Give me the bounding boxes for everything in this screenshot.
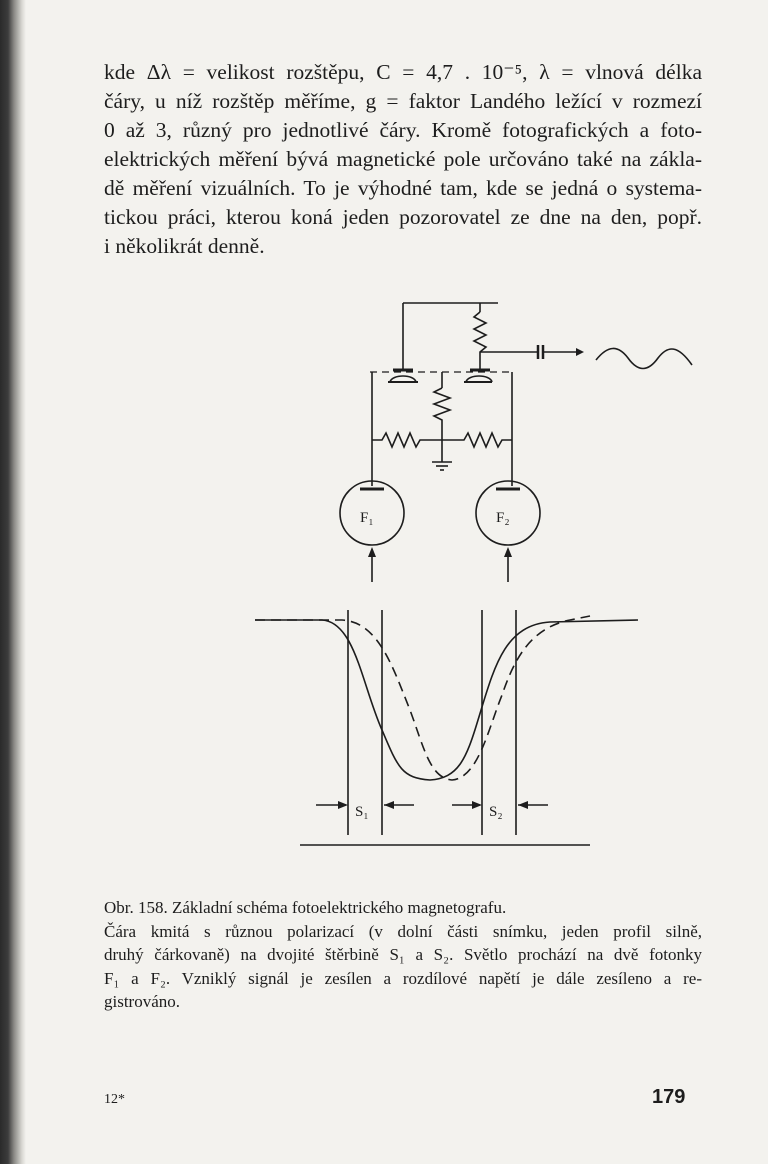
body-line: elektrických měření bývá magnetické pole určováno také na zákla-: [104, 147, 702, 171]
circuit-diagram: [230, 290, 710, 890]
caption-line: Čára kmitá s různou polarizací (v dolní části snímku, jeden profil silně,: [104, 921, 702, 941]
body-line: 0 až 3, různý pro jednotlivé čáry. Kromě fotografických a foto-: [104, 118, 702, 142]
caption-line: Obr. 158. Základní schéma fotoelektrického magnetografu.: [104, 898, 507, 917]
slit-width-arrows: [316, 801, 548, 809]
body-line: dě měření vizuálních. To je výhodné tam, kde se jedná o systema-: [104, 176, 702, 200]
caption-line: gistrováno.: [104, 992, 181, 1011]
body-line: tickou práci, kterou koná jeden pozorovatel ze dne na den, popř.: [104, 205, 702, 229]
page-number: 179: [652, 1086, 686, 1108]
photocell-f2-label: F₂: [496, 510, 510, 526]
figure-caption: [104, 896, 702, 1014]
caption-line: F₁ a F₂. Vzniklý signál je zesílen a rozdílové napětí je dále zesíleno a re-: [104, 968, 702, 988]
photocell-f2: [476, 481, 540, 582]
output-signal-wave: [596, 348, 692, 368]
amplifier-tubes: [370, 360, 512, 382]
slit-s1-label: S₁: [355, 804, 369, 820]
caption-line: druhý čárkovaně) na dvojité štěrbině S₁ a S₂. Světlo prochází na dvě fotonky: [104, 945, 702, 964]
book-binding-shadow: [0, 0, 26, 1164]
magnetograph-figure: [230, 290, 710, 890]
body-line: čáry, u níž rozštěp měříme, g = faktor Landého ležící v rozmezí: [104, 89, 702, 113]
photocell-f1: [340, 481, 404, 582]
double-slit: [300, 610, 590, 845]
line-profile-dashed: [255, 616, 590, 780]
body-line: i několikrát denně.: [104, 234, 265, 258]
body-line: kde Δλ = velikost rozštěpu, C = 4,7 . 10⁻⁵, λ = vlnová délka: [104, 60, 702, 84]
body-paragraph: [104, 58, 702, 261]
potentiometer: [474, 312, 584, 360]
line-profile-solid: [255, 620, 638, 780]
printer-signature-mark: 12*: [104, 1092, 125, 1107]
bridge-network: [372, 372, 512, 486]
photocell-f1-label: F₁: [360, 510, 374, 526]
slit-s2-label: S₂: [489, 804, 503, 820]
